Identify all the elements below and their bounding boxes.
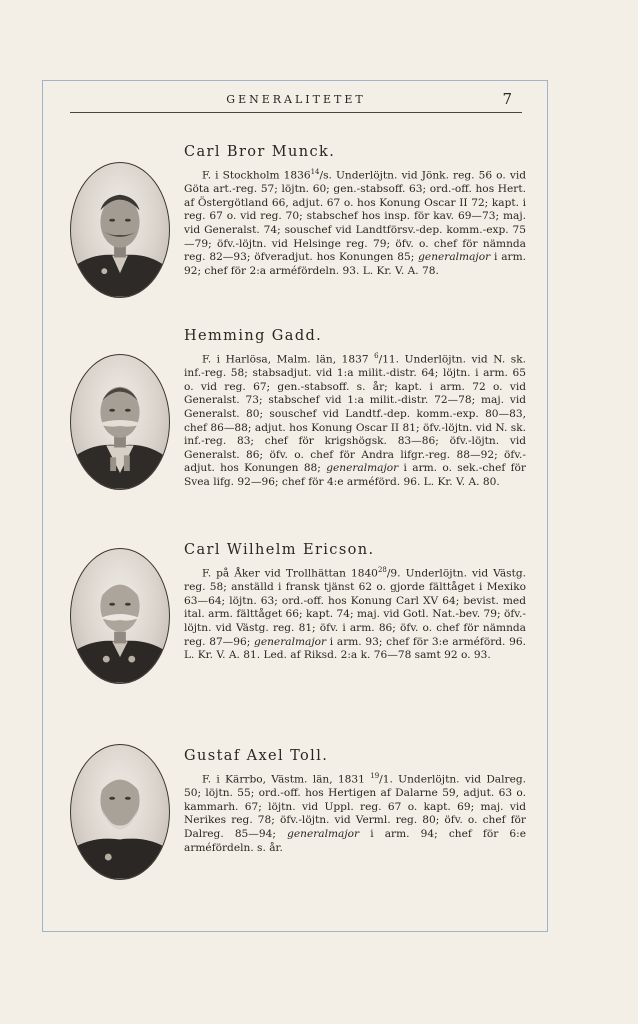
running-title: GENERALITETET: [226, 93, 366, 106]
person-name: Hemming Gadd.: [184, 328, 323, 344]
biography-text: F. i Kärrbo, Västm. län, 1831 $^{19}$/1. Underlöjtn. vid Dalreg. 50; löjtn. 55; ord.-off. hos Hertigen af Dalarne 59, adjut. 63 o. kammarh. 67; löjtn. vid Uppl. reg. 67 o. kapt. 69; maj. vid Nerikes reg. 78; öfv.-löjtn. vid Verml. reg. 80; öfv. o. chef för Dalreg. 85—94; generalmajor i arm. 94; chef för 6:e arméfördeln. s. år.: [184, 772, 526, 854]
officer-portrait-icon: [70, 548, 170, 684]
officer-portrait-icon: [70, 744, 170, 880]
biography-text: F. i Stockholm 1836$^{14}$/s. Underlöjtn. vid Jönk. reg. 56 o. vid Göta art.-reg. 57; löjtn. 60; gen.-stabsoff. 63; ord.-off. hos Hert. af Östergötland 66, adjut. 67 o. hos Konung Oscar II 72; kapt. i reg. 67 o. vid reg. 70; stabschef hos insp. för kav. 69—73; maj. vid Generalst. 74; souschef vid Landtförsv.-dep. komm.-exp. 75—79; öfv.-löjtn. vid Helsinge reg. 79; öfv. o. chef för nämnda reg. 82—93; öfveradjut. hos Konungen 85; generalmajor i arm. 92; chef för 2:a arméfördeln. 93. L. Kr. V. A. 78.: [184, 168, 527, 277]
running-head: [70, 90, 522, 113]
officer-portrait-icon: [70, 354, 170, 490]
page-number: 7: [502, 90, 512, 108]
biography-text: F. på Åker vid Trollhättan 1840$^{28}$/9. Underlöjtn. vid Västg. reg. 58; anställd i fransk tjänst 62 o. gjorde fälttåget i Mexiko 63—64; löjtn. 63; ord.-off. hos Konung Carl XV 64; bevist. med ital. arm. fälttåget 66; kapt. 74; maj. vid Gotl. Nat.-bev. 79; öfv.-löjtn. vid Västg. reg. 81; öfv. i arm. 86; öfv. o. chef för nämnda reg. 87—96; generalmajor i arm. 93; chef för 3:e arméförd. 96. L. Kr. V. A. 81. Led. af Riksd. 2:a k. 76—78 samt 92 o. 93.: [184, 566, 526, 662]
biography-text: F. i Harlösa, Malm. län, 1837 $^6$/11. Underlöjtn. vid N. sk. inf.-reg. 58; stabsadjut. vid 1:a milit.-distr. 64; löjtn. i arm. 65 o. vid reg. 67; gen.-stabsoff. s. år; kapt. i arm. 72 o. vid Generalst. 73; stabschef vid 1:a milit.-distr. 72—78; maj. vid Generalst. 80; souschef vid Landtf.-dep. komm.-exp. 80—83, chef 86—88; adjut. hos Konung Oscar II 81; öfv.-löjtn. vid N. sk. inf.-reg. 83; chef för krigshögsk. 83—86; öfv.-löjtn. vid Generalst. 86; öfv. o. chef för Andra lifgr.-reg. 88—92; öfv.-adjut. hos Konungen 88; generalmajor i arm. o. sek.-chef för Svea lifg. 92—96; chef för 4:e arméförd. 96. L. Kr. V. A. 80.: [184, 352, 526, 488]
officer-portrait-icon: [70, 162, 170, 298]
person-name: Gustaf Axel Toll.: [184, 748, 329, 764]
person-name: Carl Wilhelm Ericson.: [184, 542, 375, 558]
person-name: Carl Bror Munck.: [184, 144, 336, 160]
